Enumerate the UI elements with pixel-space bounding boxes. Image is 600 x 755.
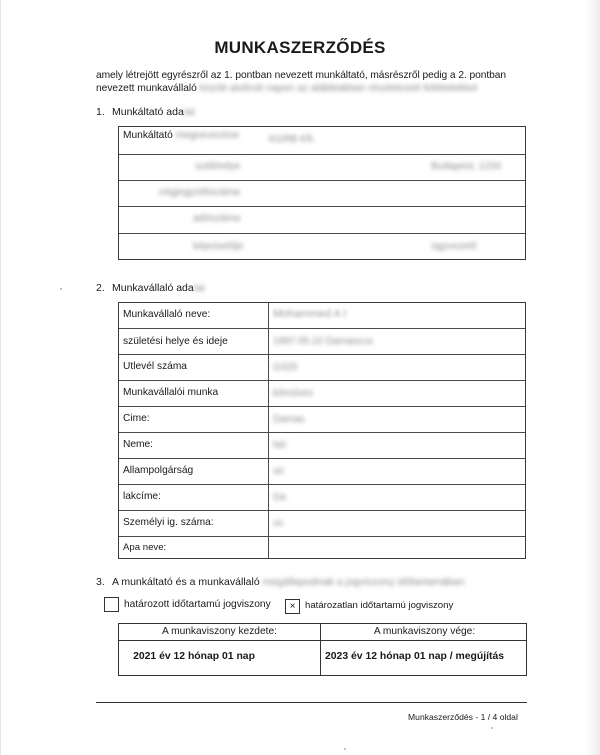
footer-divider [96, 702, 527, 703]
employer-rep-value: ügyvezető [431, 241, 477, 252]
employee-table [118, 302, 526, 559]
section-2-number: 2. [96, 282, 105, 294]
employer-row-name [119, 127, 525, 155]
employer-name-label-blurred: megnevezése [175, 130, 240, 141]
employee-id-label: Személyi ig. száma: [123, 517, 214, 528]
intro-line-1: amely létrejött egyrészről az 1. pontban nevezett munkáltató, másrészről pedig a 2. pontban [96, 70, 506, 81]
employee-job-value: kőműves [273, 388, 314, 399]
scan-speck [60, 288, 62, 290]
employee-row [119, 303, 525, 329]
employee-passport-value: G325 [273, 362, 298, 373]
intro-line-2-visible: nevezett munkavállaló [96, 83, 197, 94]
scan-speck [344, 748, 346, 750]
employer-row-seat [119, 155, 525, 181]
employee-residence-label: lakcíme: [123, 491, 161, 502]
scan-shadow [586, 0, 600, 755]
start-date-header: A munkaviszony kezdete: [162, 626, 277, 637]
indefinite-term-label: határozatlan időtartamú jogviszony [305, 600, 454, 611]
employee-row [119, 329, 525, 355]
section-2-heading-visible: Munkavállaló ada [112, 282, 194, 294]
section-2-heading-blurred: tai [193, 282, 205, 294]
employee-row [119, 355, 525, 381]
section-3-heading-blurred: megállapodnak a jogviszony időtartamában [262, 576, 465, 588]
employee-row [119, 433, 525, 459]
employee-row [119, 407, 525, 433]
employee-birth-label: születési helye és ideje [123, 336, 228, 347]
employee-father-label: Apa neve: [123, 542, 167, 553]
end-date-value: 2023 év 12 hónap 01 nap / megújítás [325, 651, 505, 662]
start-date-value: 2021 év 12 hónap 01 nap [133, 651, 255, 662]
fixed-term-checkbox[interactable] [104, 597, 119, 612]
employer-table [118, 126, 526, 260]
section-1-number: 1. [96, 106, 105, 118]
employee-id-value: xx [273, 518, 283, 529]
employee-birth-value: 1997.05.10 Damascus [273, 336, 374, 347]
employee-citizenship-value: sír [273, 466, 285, 477]
employee-address-value: Damas [273, 414, 305, 425]
employer-row-tax [119, 207, 525, 234]
employee-job-label: Munkavállalói munka [123, 387, 219, 398]
employee-row [119, 511, 525, 537]
employer-row-label [123, 130, 239, 141]
section-2-heading [96, 282, 205, 294]
employee-name-label: Munkavállaló neve: [123, 309, 211, 320]
employee-row [119, 537, 525, 560]
end-date-header: A munkaviszony vége: [373, 626, 476, 637]
section-1-heading-blurred: tai [183, 106, 195, 118]
employee-sex-label: Neme: [123, 439, 154, 450]
employee-row [119, 381, 525, 407]
intro-line-2-blurred: között alulírott napon az alábbiakban részletezett feltételekkel [199, 83, 478, 94]
employee-passport-label: Utlevél száma [123, 361, 187, 372]
employee-residence-value: Da [273, 492, 286, 503]
employee-row [119, 485, 525, 511]
employer-rep-label: képviselője [193, 241, 244, 252]
scan-speck [491, 727, 493, 729]
employer-seat-label: székhelye [195, 161, 241, 172]
employee-name-value: Mohammed A I [273, 308, 347, 320]
section-3-heading [96, 576, 465, 588]
employer-tax-label: adószáma [193, 213, 241, 224]
employer-row-registry [119, 181, 525, 207]
employee-citizenship-label: Allampolgárság [123, 465, 194, 476]
employee-row [119, 459, 525, 485]
employee-sex-value: Nő [273, 440, 286, 451]
dates-header-separator [119, 640, 526, 641]
employment-dates-table [118, 623, 527, 676]
section-3-heading-visible: A munkáltató és a munkavállaló [112, 576, 260, 588]
page-number-label: Munkaszerződés - 1 / 4 oldal [408, 712, 518, 722]
employee-address-label: Cime: [123, 413, 150, 424]
intro-paragraph [96, 69, 532, 95]
section-1-heading-visible: Munkáltató ada [112, 106, 184, 118]
employer-name-value: KGRB Kft. [269, 134, 316, 145]
employer-seat-value: Budapest, 1234 [431, 161, 502, 172]
intro-line-2 [96, 82, 532, 95]
fixed-term-label: határozott időtartamú jogviszony [124, 599, 271, 610]
employer-name-label: Munkáltató [123, 130, 173, 141]
indefinite-term-checkbox[interactable]: × [285, 599, 300, 614]
section-3-number: 3. [96, 576, 105, 588]
employer-row-rep [119, 234, 525, 261]
employer-registry-label: cégjegyzékszáma [159, 187, 240, 198]
section-1-heading [96, 106, 195, 118]
document-title: MUNKASZERZŐDÉS [214, 38, 386, 57]
